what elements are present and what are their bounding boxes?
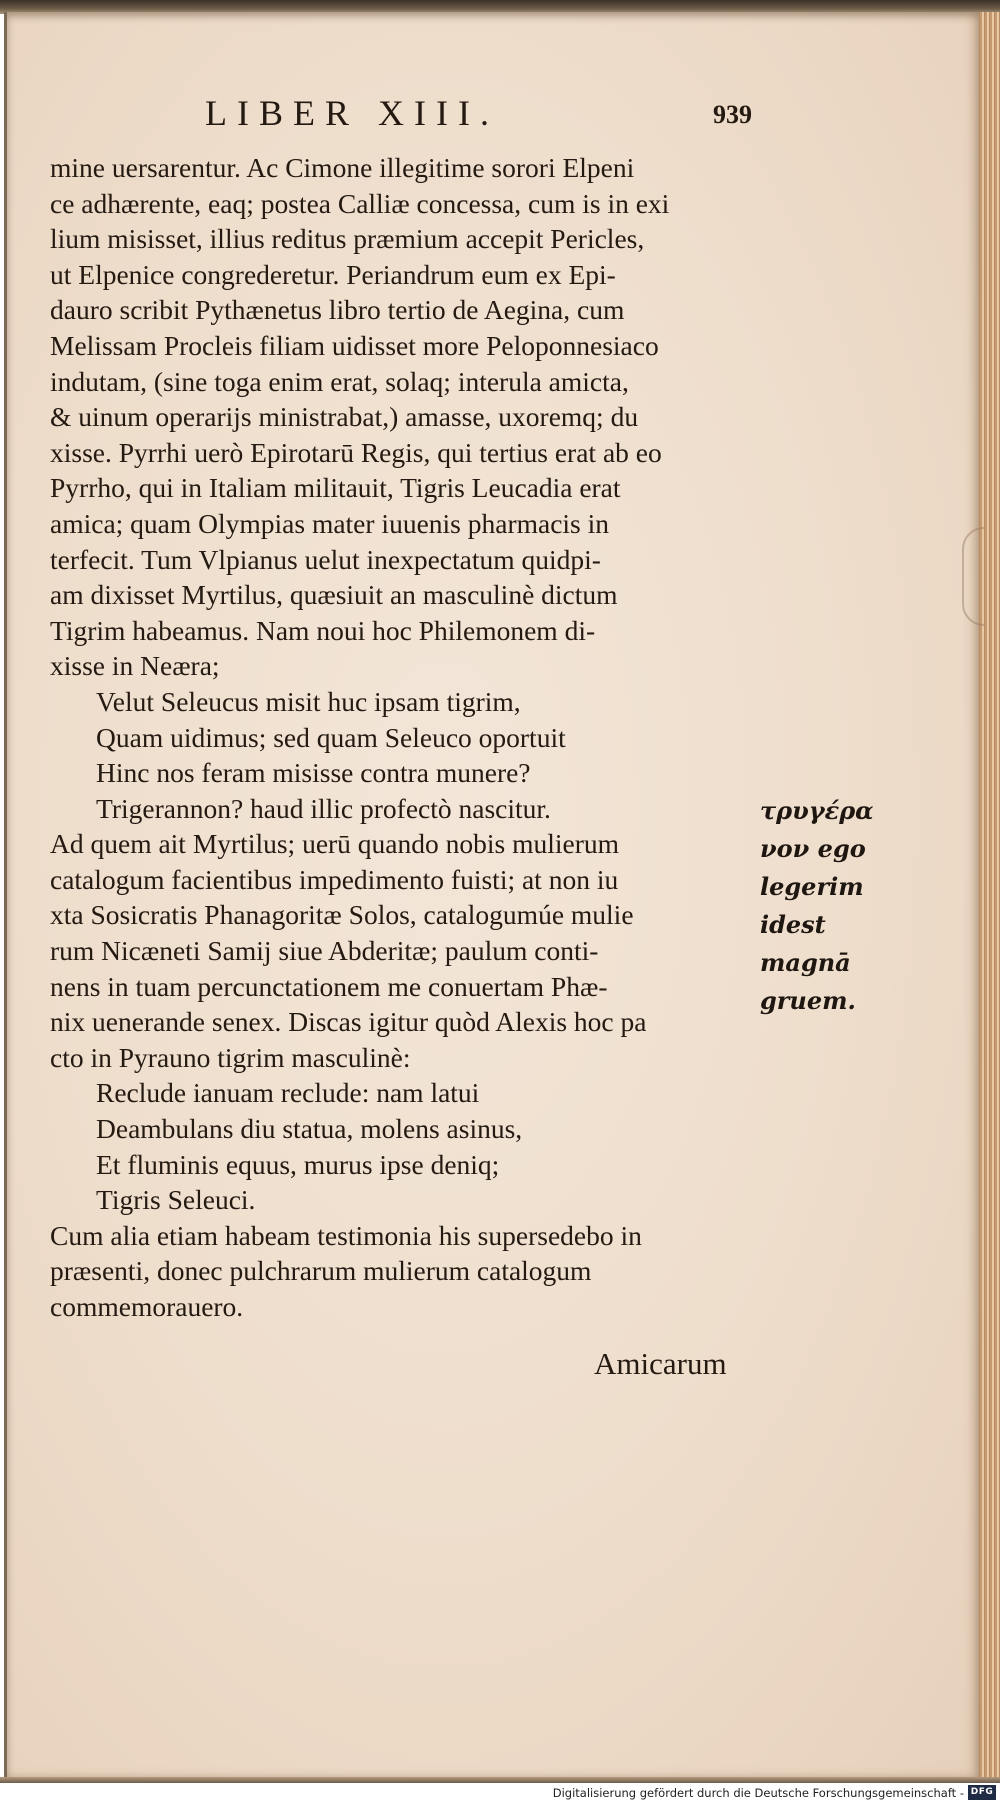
verse-line: Quam uidimus; sed quam Seleuco oportuit — [96, 721, 566, 753]
margin-note-line: magnā — [760, 948, 851, 977]
text-line: dauro scribit Pythænetus libro tertio de Aegina, cum — [50, 294, 625, 326]
text-line: amica; quam Olympias mater iuuenis pharmacis in — [50, 507, 610, 539]
text-line: Ad quem ait Myrtilus; uerū quando nobis mulierum — [50, 828, 620, 860]
running-head: LIBER XIII. — [205, 93, 499, 133]
verse-line: Tigris Seleuci. — [96, 1184, 256, 1216]
handwritten-margin-note — [760, 792, 874, 1020]
body-text — [50, 150, 760, 1325]
page-fold-mark — [962, 527, 984, 626]
verse-line: Trigerannon? haud illic profectò nascitur. — [96, 792, 551, 824]
text-line: terfecit. Tum Vlpianus uelut inexpectatum quidpi- — [50, 543, 601, 575]
text-line: xisse. Pyrrhi uerò Epirotarū Regis, qui tertius erat ab eo — [50, 436, 662, 468]
footer-bar — [0, 1783, 1000, 1805]
text-line: indutam, (sine toga enim erat, solaq; interula amicta, — [50, 365, 629, 397]
margin-note-line: legerim — [760, 872, 864, 901]
text-line: nens in tuam percunctationem me conuertam Phæ- — [50, 970, 608, 1002]
text-line: commemorauero. — [50, 1291, 244, 1322]
page-number: 939 — [713, 100, 752, 129]
text-line: ut Elpenice congrederetur. Periandrum eum ex Epi- — [50, 258, 616, 290]
margin-note-line: τρυγέρα — [760, 796, 874, 825]
text-line: Tigrim habeamus. Nam noui hoc Philemonem di- — [50, 614, 596, 646]
text-line: cto in Pyrauno tigrim masculinè: — [50, 1041, 411, 1073]
text-line: lium misisset, illius reditus præmium accepit Pericles, — [50, 223, 645, 255]
text-line: Cum alia etiam habeam testimonia his supersedebo in — [50, 1219, 642, 1251]
text-line: catalogum facientibus impedimento fuisti; at non iu — [50, 863, 619, 895]
margin-note-line: idest — [760, 910, 826, 939]
verse-line: Et fluminis equus, murus ipse deniq; — [96, 1148, 500, 1180]
text-line: Pyrrho, qui in Italiam militauit, Tigris Leucadia erat — [50, 472, 621, 504]
text-line: xta Sosicratis Phanagoritæ Solos, catalogumúe mulie — [50, 899, 634, 931]
verse-line: Deambulans diu statua, molens asinus, — [96, 1113, 523, 1145]
text-line: præsenti, donec pulchrarum mulierum catalogum — [50, 1255, 592, 1287]
margin-note-line: νον ego — [760, 834, 866, 863]
verse-line: Velut Seleucus misit huc ipsam tigrim, — [96, 685, 521, 717]
text-line: mine uersarentur. Ac Cimone illegitime sorori Elpeni — [50, 152, 635, 183]
catchword: Amicarum — [594, 1346, 727, 1381]
text-line: rum Nicæneti Samij siue Abderitæ; paulum conti- — [50, 935, 599, 967]
verse-line: Hinc nos feram misisse contra munere? — [96, 757, 531, 789]
text-line: & uinum operarijs ministrabat,) amasse, uxoremq; du — [50, 401, 639, 433]
verse-line: Recludе ianuam reclude: nam latui — [96, 1077, 480, 1109]
dfg-logo: DFG — [968, 1785, 996, 1800]
text-line: nix uenerande senex. Discas igitur quòd Alexis hoc pa — [50, 1006, 647, 1038]
text-line: am dixisset Myrtilus, quæsiuit an masculinè dictum — [50, 579, 618, 611]
text-line: Melissam Procleis filiam uidisset more Peloponnesiaco — [50, 329, 659, 361]
funding-credit: Digitalisierung gefördert durch die Deutsche Forschungsgemeinschaft - — [552, 1786, 964, 1800]
text-line: ce adhærente, eaq; postea Calliæ concessa, cum is in exi — [50, 187, 670, 219]
margin-note-line: gruem. — [760, 986, 856, 1015]
text-line: xisse in Neæra; — [50, 650, 220, 682]
